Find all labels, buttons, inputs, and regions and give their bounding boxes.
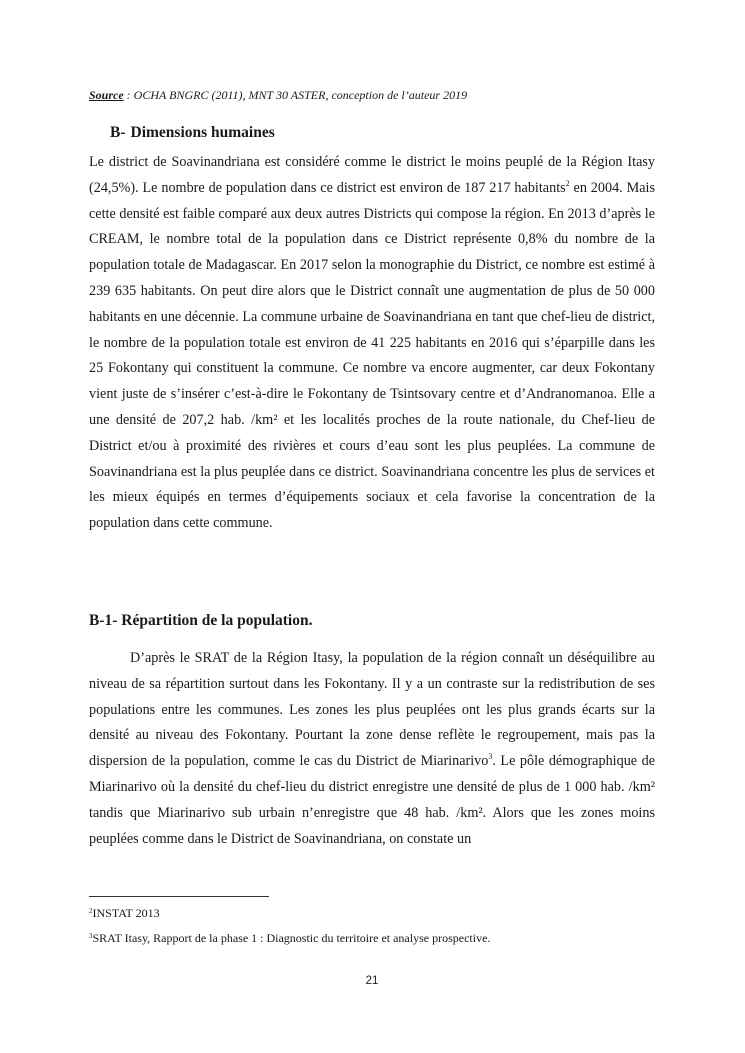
source-label: Source — [89, 88, 124, 102]
footnote-mark: 3 — [89, 932, 93, 940]
paragraph-text-cont: . Le pôle démographique de Miarinarivo où la densité du chef-lieu du district enregistre une densité de plus de 1 000 hab. /km² tandis que Miarinarivo sub urbain n’enregistre que 48 hab. /km². Alors que les zones moins peuplées comme dans le District de Soavinandriana, on constate un — [89, 753, 655, 847]
section-number: B- — [110, 124, 126, 141]
footnote-mark: 2 — [89, 907, 93, 915]
paragraph-text-cont: en 2004. Mais cette densité est faible comparé aux deux autres Districts qui compose la région. En 2013 d’après le CREAM, le nombre total de la population dans ce District représente 0,8% du nombre de la population totale de Madagascar. En 2017 selon la monographie du District, ce nombre est estimé à 239 635 habitants. On peut dire alors que le District connaît une augmentation de plus de 50 000 habitants en une décennie. La commune urbaine de Soavinandriana en tant que chef-lieu de district, le nombre de la population totale est environ de 41 225 habitants en 2016 qui s’éparpille dans les 25 Fokontany qui constituent la commune. Ce nombre va encore augmenter, car deux Fokontany vient juste de s’insérer c’est-à-dire le Fokontany de Tsintsovary centre et d’Andranomanoa. Elle a une densité de 207,2 hab. /km² et les localités proches de la route nationale, du Chef-lieu de District et/ou à proximité des rivières et cours d’eau sont les plus peuplées. La commune de Soavinandriana est la plus peuplée dans ce district. Soavinandriana concentre les plus de services et les mieux équipés en termes d’équipements sociaux et cela favorise la concentration de la population dans cette commune. — [89, 179, 655, 532]
page-number: 21 — [365, 975, 379, 987]
footnote-text: SRAT Itasy, Rapport de la phase 1 : Diagnostic du territoire et analyse prospective. — [92, 931, 491, 945]
figure-source-caption — [89, 88, 467, 103]
footnote-text: INSTAT 2013 — [92, 906, 160, 920]
footnote-2 — [89, 906, 160, 921]
footnote-ref-3: 3 — [488, 752, 493, 762]
section-heading-b1: B-1- Répartition de la population. — [89, 612, 313, 629]
section-title: Dimensions humaines — [130, 124, 275, 141]
paragraph-repartition — [89, 646, 655, 852]
section-heading-b — [110, 124, 275, 142]
paragraph-dimensions-humaines — [89, 150, 655, 537]
paragraph-text: D’après le SRAT de la Région Itasy, la population de la région connaît un déséquilibre au niveau de sa répartition surtout dans les Fokontany. Il y a un contraste sur la redistribution de ses populations entre les communes. Les zones les plus peuplées ont les plus grands écarts sur la densité au niveau des Fokontany. Pourtant la zone dense reflète le regroupement, mais pas la dispersion de la population, comme le cas du District de Miarinarivo — [89, 650, 655, 770]
footnote-separator — [89, 896, 269, 897]
source-text: : OCHA BNGRC (2011), MNT 30 ASTER, conception de l’auteur 2019 — [123, 88, 468, 102]
paragraph-text: Le district de Soavinandriana est considéré comme le district le moins peuplé de la Région Itasy (24,5%). Le nombre de population dans ce district est environ de 187 217 habitants — [89, 154, 655, 196]
footnote-3 — [89, 931, 490, 946]
footnote-ref-2: 2 — [565, 178, 570, 188]
